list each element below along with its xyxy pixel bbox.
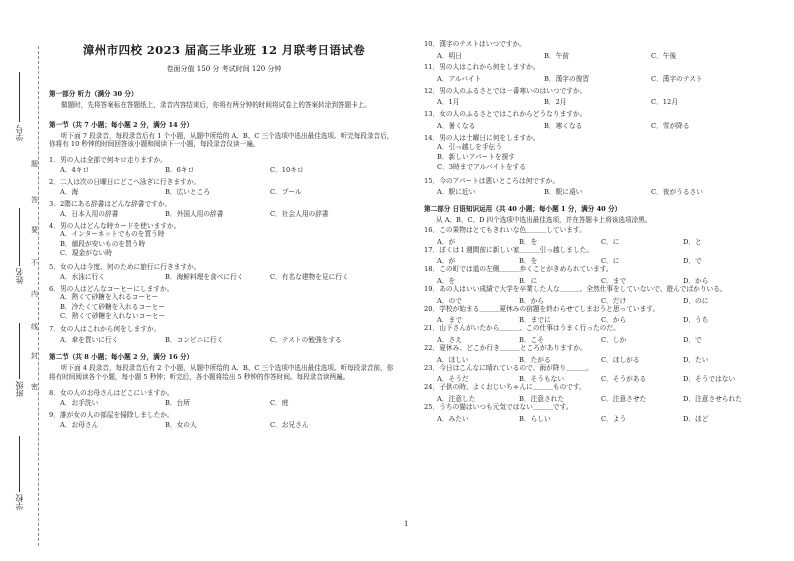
option-row (437, 334, 764, 344)
answer-option: B．6キロ (165, 166, 195, 175)
answer-option: C．夜がうるさい (651, 188, 703, 197)
answer-option: C．テストの勉強をする (270, 335, 342, 344)
answer-option: B．こそ (519, 336, 544, 345)
question-stem: 18．この町では道の左側＿＿＿歩くことがきめられています。 (424, 265, 613, 274)
answer-option: A．4キロ (60, 166, 90, 175)
answer-option: B．に (519, 276, 538, 285)
school-line (19, 436, 20, 492)
answer-option: B．女の人 (165, 420, 197, 429)
part2-heading: 第二部分 日语知识运用（共 40 小题；每小题 1 分，满分 40 分） (424, 204, 622, 213)
answer-option: A．引っ越しを手伝う (437, 143, 503, 152)
answer-option: D．うち (683, 316, 709, 325)
question-stem: 22．夏休み、どこか行き＿＿＿ところがありますか。 (424, 344, 587, 353)
left-column (49, 40, 399, 429)
answer-option: A．が (437, 257, 456, 266)
answer-option: C．雪が降る (651, 121, 690, 130)
answer-option: A．さえ (437, 336, 462, 345)
answer-option: B．らしい (519, 414, 551, 423)
question-stem: 8．女の人のお母さんはどこにいますか。 (49, 388, 174, 397)
option-row (437, 50, 764, 60)
answer-option: B．そうもない (519, 375, 565, 384)
question-list (424, 40, 764, 196)
answer-option: C．有名な建物を見に行く (270, 272, 349, 281)
answer-option: A．熱くて砂糖を入れるコーヒー (60, 293, 159, 302)
class-label: 班级 (15, 381, 24, 397)
answer-option: B．を (519, 237, 538, 246)
exam-title: 漳州市四校 2023 届高三毕业班 12 月联考日语试卷 (82, 43, 366, 57)
option-row (437, 120, 764, 130)
answer-option: C．まで (601, 276, 627, 285)
answer-option: C．だけ (601, 296, 627, 305)
option-row (437, 255, 764, 265)
question-stem: 3．2階にある辞書はどんな辞書ですか。 (49, 199, 172, 208)
answer-option: B．冷たくて砂糖を入れるコーヒー (60, 302, 165, 311)
option-row (60, 164, 399, 174)
answer-option: A．が (437, 237, 456, 246)
answer-option: A．暑くなる (437, 121, 476, 130)
warning-char: 内 (31, 290, 38, 298)
option-row (60, 271, 399, 281)
answer-option: C．注意させた (601, 395, 647, 404)
answer-option: C．社会人用の辞書 (270, 210, 329, 219)
warning-char: 题 (31, 160, 38, 168)
answer-option: B．午前 (544, 51, 569, 60)
option-row (437, 314, 764, 324)
answer-option: C．熱くて砂糖を入れないコーヒー (60, 311, 166, 320)
answer-option: D．から (683, 276, 709, 285)
option-row (437, 373, 764, 383)
answer-option: B．寒くなる (544, 121, 583, 130)
answer-option: B．から (519, 296, 544, 305)
right-column (424, 40, 764, 423)
warning-char: 封 (31, 352, 38, 360)
answer-option: C．現金がない時 (60, 249, 112, 258)
question-stem: 6．男の人はどんなコーヒーにしますか。 (49, 284, 174, 293)
option-row (60, 208, 399, 218)
option-row (437, 354, 764, 364)
answer-option: C．午後 (651, 51, 677, 60)
option-row (60, 186, 399, 196)
warning-char: 答 (31, 196, 38, 204)
answer-option: B．コンビニに行く (165, 335, 224, 344)
answer-option: A．みたい (437, 414, 469, 423)
answer-option: D．ほど (683, 414, 709, 423)
answer-option: C．10キロ (270, 166, 304, 175)
answer-option: A．明日 (437, 51, 462, 60)
answer-option: C．お兄さん (270, 420, 309, 429)
option-row (437, 96, 764, 106)
answer-option: C．そうがある (601, 375, 647, 384)
warning-char: 线 (31, 323, 38, 331)
answer-option: D．注意させられた (683, 395, 742, 404)
question-stem: 19．あの人はいい成績で大学を卒業した人な＿＿＿、全然仕事をしていないで、遊んでばかりいる。 (424, 285, 727, 293)
option-row (437, 275, 764, 285)
answer-option: A．1月 (437, 98, 460, 107)
name-line (19, 208, 20, 266)
answer-option: D．たい (683, 355, 709, 364)
answer-option: B．新しいアパートを探す (437, 152, 515, 161)
answer-option: B．たがる (519, 355, 551, 364)
student-id-label: 学号 (15, 125, 24, 141)
warning-char: 要 (31, 226, 38, 234)
question-stem: 17．ぼくは１週間前に新しい家＿＿＿引っ越しました。 (424, 245, 594, 254)
answer-option: D．で (683, 336, 702, 345)
answer-option: A．インターネットでものを買う時 (60, 230, 165, 239)
answer-option: B．2月 (544, 98, 567, 107)
answer-option: B．注意された (519, 395, 565, 404)
question-list (424, 226, 764, 423)
part1-instruction: 做题时，先将答案标在答题纸上，录音内容结束后，你将有两分钟的时间将试卷上的答案转涂到答题卡上。 (61, 101, 371, 109)
section2-heading: 第二节（共 8 小题；每小题 2 分，满分 16 分） (49, 353, 194, 362)
binding-margin (0, 0, 44, 561)
answer-option: A．まで (437, 316, 462, 325)
question-stem: 15．今のアパートは悪いところは何ですか。 (424, 176, 560, 185)
answer-option: A．傘を買いに行く (60, 335, 119, 344)
answer-option: A．ほしい (437, 355, 469, 364)
question-stem: 5．女の人は今度、何のために旅行に行きますか。 (49, 262, 201, 271)
school-label: 学校 (15, 494, 24, 510)
answer-option: C．庭 (270, 398, 289, 407)
answer-option: A．駅に近い (437, 188, 476, 197)
section2-instruction: 听下面 4 段录音，每段录音后有 2 个小题，从题中所给的 A、B、C 三个选项中选出最佳选项。听每段录音前，你将有时间阅读各个小题，每小题 5 秒钟；听完后，各小题将给出 5 秒钟的作答时间。每段录音读两遍。 (49, 364, 394, 381)
answer-option: A．水泳に行く (60, 272, 105, 281)
answer-option: A．を (437, 276, 456, 285)
part1-heading: 第一部分 听力（满分 30 分） (49, 90, 138, 98)
exam-subtitle: 卷面分值 150 分 考试时间 120 分钟 (166, 65, 282, 73)
section1-instruction: 听下面 7 段录音，每段录音后有 1 个小题，从题中所给的 A、B、C 三个选项中选出最佳选项。听完每段录音后，你将有 10 秒钟的时间回答该小题和阅读下一小题，每段录音仅读一遍。 (49, 131, 394, 149)
question-stem: 24．子供の時、よくおじいちゃんに＿＿＿ものです。 (424, 383, 586, 392)
page-number: 1 (404, 520, 409, 528)
name-label: 姓名 (15, 268, 24, 284)
option-row (60, 397, 399, 407)
answer-option: C．3時までアルバイトをする (437, 162, 526, 171)
answer-option: C．よう (601, 414, 627, 423)
question-stem: 1．男の人は全部で何キロ走りますか。 (49, 155, 167, 164)
answer-option: A．海 (60, 188, 79, 197)
answer-option: B．外国人用の辞書 (165, 210, 224, 219)
question-stem: 23．今日はこんなに晴れているので、雨が降り＿＿＿。 (424, 363, 593, 372)
question-stem: 7．女の人はこれから何をしますか。 (49, 325, 161, 334)
answer-option: B．海鮮料理を食べに行く (165, 272, 244, 281)
option-row (437, 413, 764, 423)
answer-option: C．漢字のテスト (651, 74, 703, 83)
warning-char: 不 (31, 259, 38, 267)
question-stem: 12．男の人のふるさとでは一番寒いのはいつですか。 (424, 86, 587, 95)
answer-option: A．お手洗い (60, 398, 99, 407)
option-row (437, 186, 764, 196)
question-stem: 20．学校が始まる＿＿＿夏休みの宿題を終わらせてしまおうと思っています。 (424, 304, 660, 313)
question-stem: 10．漢字のテストはいつですか。 (424, 40, 526, 48)
question-stem: 9．誰が女の人の部屋を掃除しましたか。 (49, 410, 174, 419)
question-stem: 16．この果物はとてもきれいな色＿＿＿しています。 (424, 225, 586, 234)
answer-option: C．に (601, 237, 620, 246)
answer-option: D．のに (683, 296, 709, 305)
answer-option: B．広いところ (165, 188, 211, 197)
question-stem: 14．男の人は土曜日に何をしますか。 (424, 133, 540, 142)
answer-option: C．12月 (651, 98, 679, 107)
question-stem: 13．女の人のふるさとではこれからどうなりますか。 (424, 110, 587, 119)
answer-option: A．そうだ (437, 375, 469, 384)
question-stem: 25．うちの猫はいつも元気ではない＿＿＿です。 (424, 403, 573, 412)
answer-option: D．で (683, 257, 702, 266)
question-list (49, 389, 399, 429)
part2-instruction: 从 A、B、C、D 四个选项中选出最佳选项，并在答题卡上将该选项涂黑。 (436, 215, 652, 224)
answer-option: B．台所 (165, 398, 190, 407)
answer-option: D．と (683, 237, 702, 246)
answer-option: A．アルバイト (437, 74, 482, 83)
option-row (60, 334, 399, 344)
answer-option: C．ほしがる (601, 355, 640, 364)
option-row (437, 393, 764, 403)
answer-option: B．を (519, 257, 538, 266)
seal-dashed-line (38, 46, 39, 546)
warning-char: 密 (31, 383, 38, 391)
answer-option: D．そうではない (683, 375, 736, 384)
question-list (49, 156, 399, 344)
answer-option: A．注意した (437, 395, 476, 404)
student-id-line (19, 72, 20, 122)
answer-option: B．値段が安いものを買う時 (60, 239, 146, 248)
answer-option: C．から (601, 316, 627, 325)
answer-option: C．プール (270, 188, 302, 197)
option-row (437, 295, 764, 305)
answer-option: C．しか (601, 336, 627, 345)
option-row (437, 73, 764, 83)
answer-option: A．ので (437, 296, 462, 305)
answer-option: A．日本人用の辞書 (60, 210, 119, 219)
option-row (60, 419, 399, 429)
question-stem: 11．男の人はこれから何をしますか。 (424, 63, 540, 72)
option-row (437, 236, 764, 246)
answer-option: B．駅に遠い (544, 188, 583, 197)
answer-option: B．漢字の復習 (544, 74, 590, 83)
section1-heading: 第一节（共 7 小题；每小题 2 分，满分 14 分） (49, 120, 194, 129)
question-stem: 4．男の人はどんな時カードを使いますか。 (49, 222, 181, 231)
question-stem: 2．二人は次の日曜日にどこへ泳ぎに行きますか。 (49, 177, 201, 186)
question-stem: 21．山下さんがいたから＿＿＿、この仕事はうまく行ったのだ。 (424, 324, 620, 333)
answer-option: C．に (601, 257, 620, 266)
answer-option: B．までに (519, 316, 551, 325)
answer-option: A．お母さん (60, 420, 99, 429)
class-line (19, 323, 20, 379)
